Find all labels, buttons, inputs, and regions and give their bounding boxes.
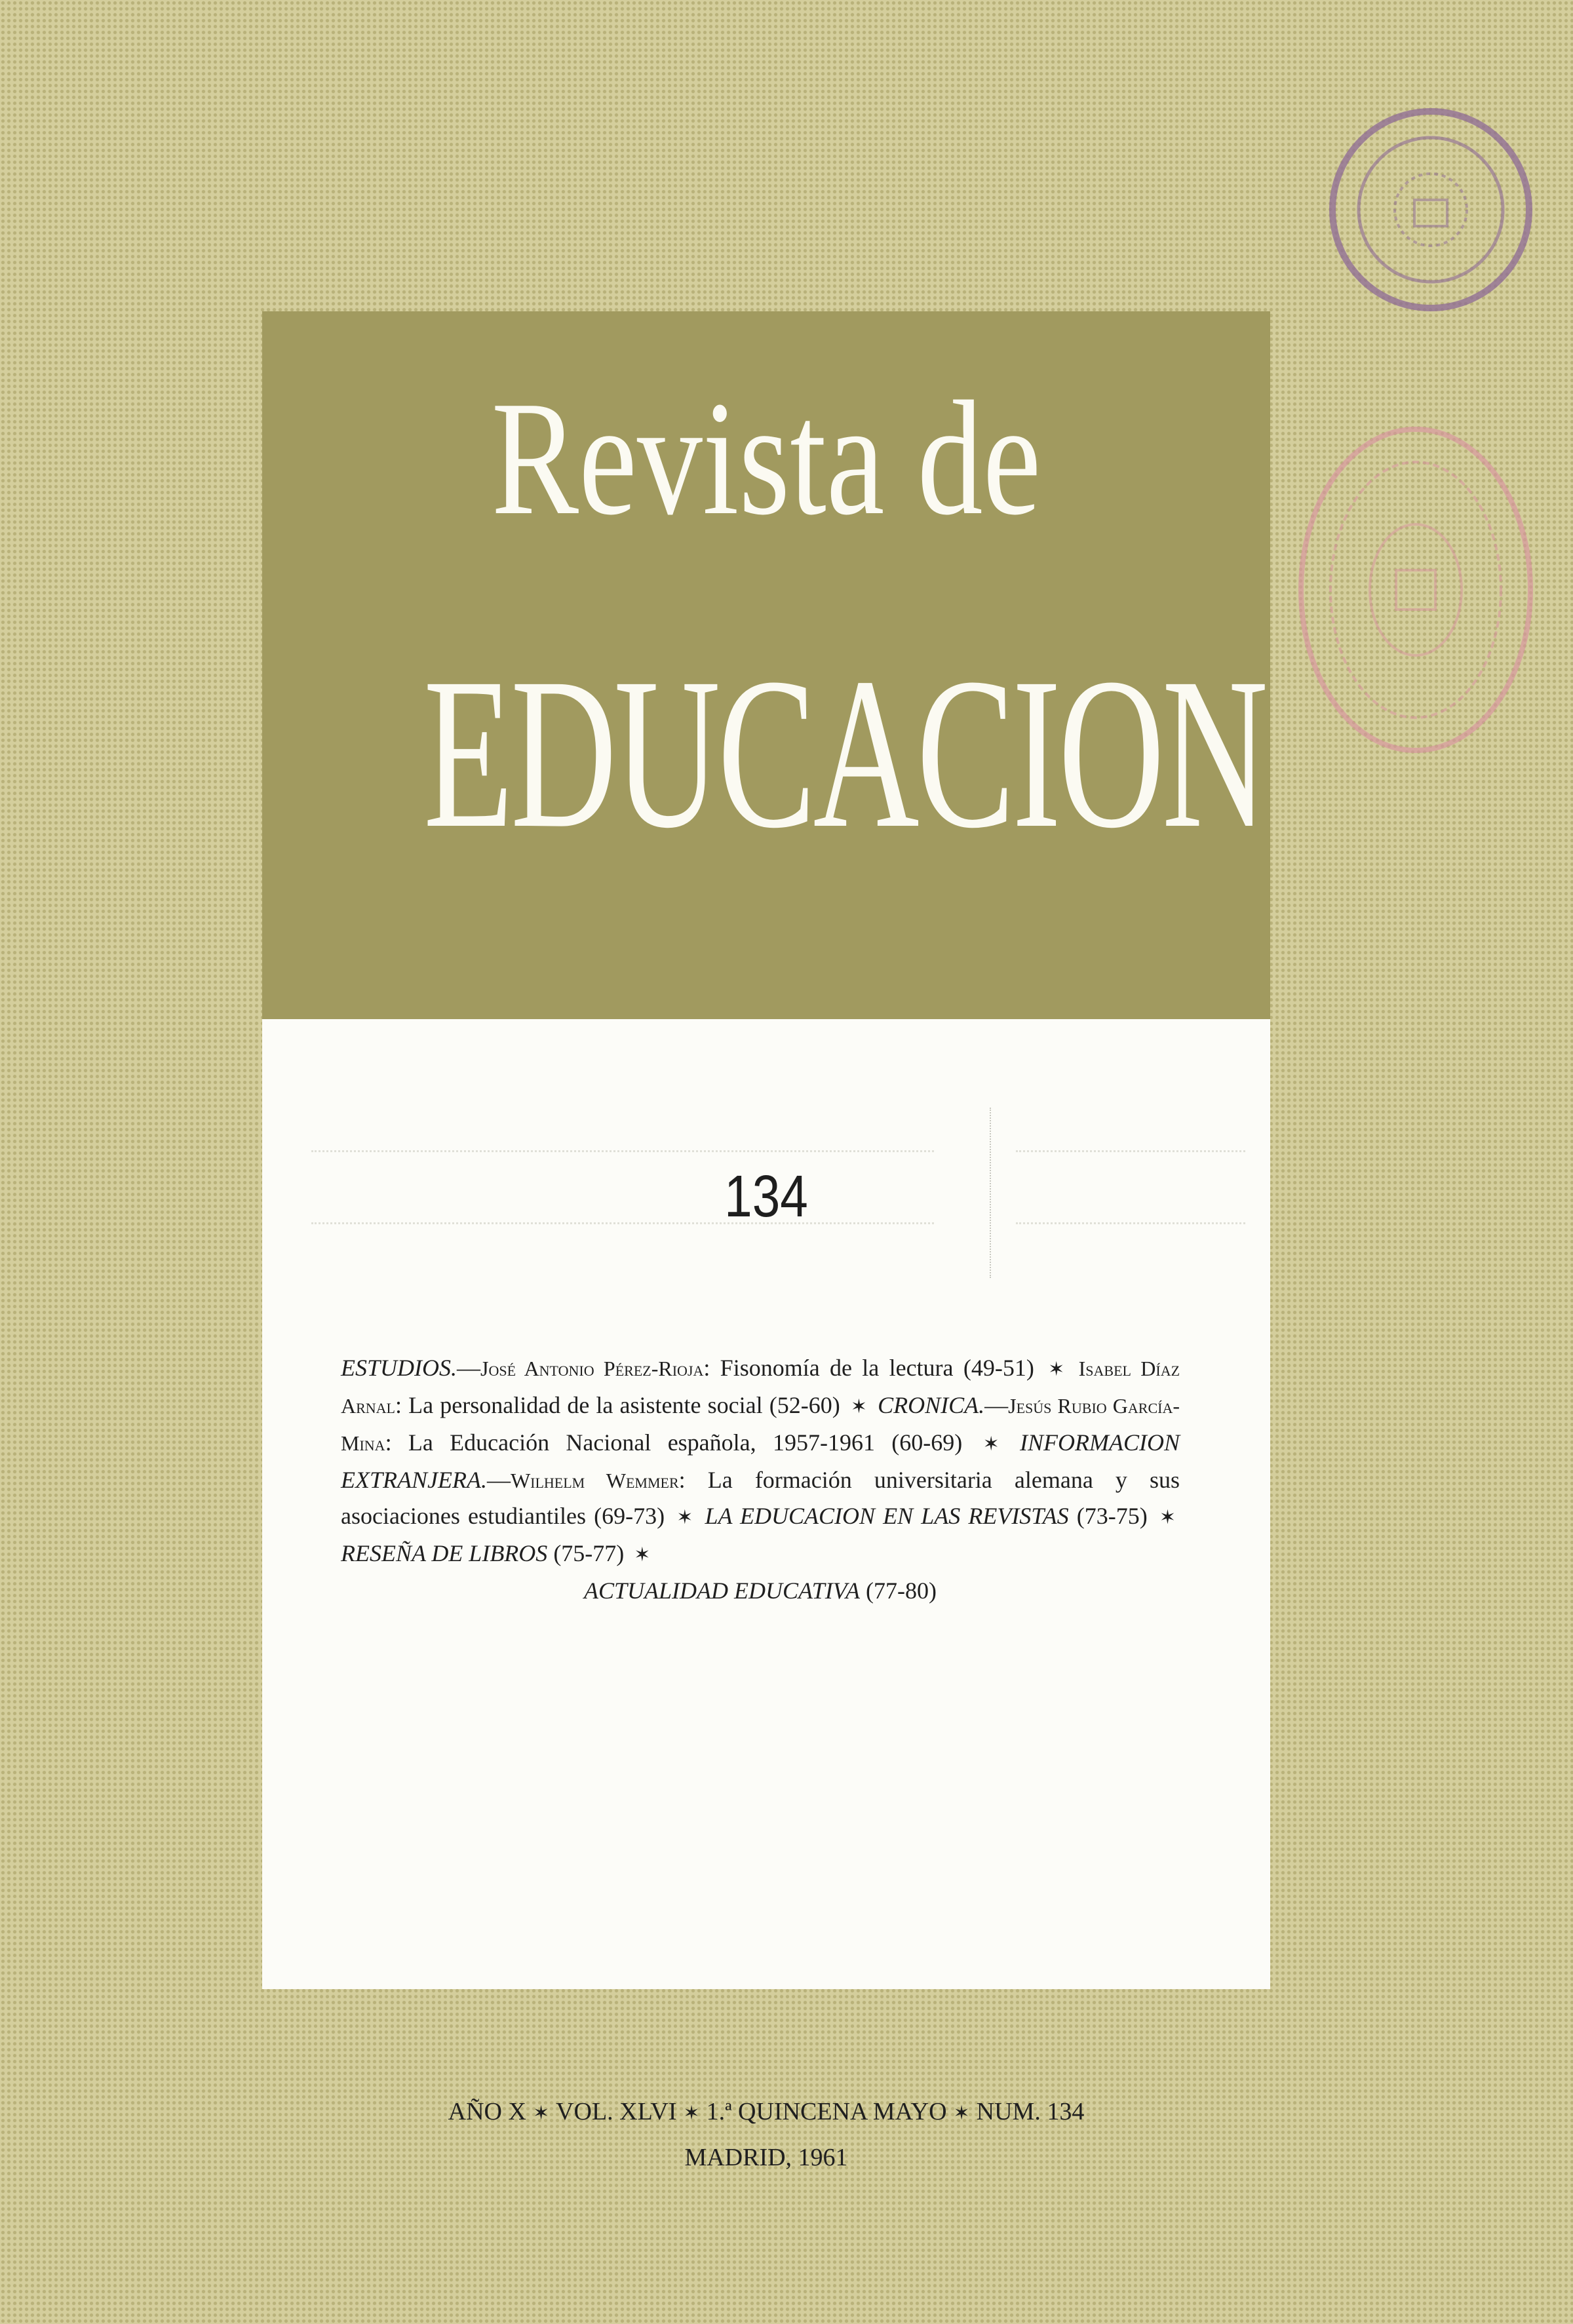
section-pages: (73-75) <box>1068 1503 1148 1529</box>
section-pages: (75-77) <box>547 1540 625 1566</box>
title-revista-de: Revista de <box>491 368 1041 549</box>
issue-number-label: NUM. 134 <box>976 2098 1085 2125</box>
issue-fortnight: 1.ª QUINCENA MAYO <box>706 2098 947 2125</box>
show-through-line <box>311 1150 934 1152</box>
contents-panel <box>262 1019 1270 2171</box>
dash: — <box>457 1355 480 1381</box>
star-separator: ✶ <box>850 1396 867 1418</box>
show-through-line <box>1016 1150 1245 1152</box>
section-cronica: CRONICA. <box>878 1392 985 1418</box>
author-diaz-arnal: Isabel Díaz Arnal <box>341 1357 1180 1418</box>
cover-panel <box>262 311 1270 2171</box>
library-stamp-violet <box>1323 102 1539 318</box>
dash: — <box>486 1467 511 1493</box>
title-block <box>262 311 1270 1019</box>
star-separator: ✶ <box>1159 1507 1176 1528</box>
star-separator: ✶ <box>676 1507 693 1528</box>
dash: — <box>984 1392 1009 1418</box>
article-title: : Fisonomía de la lectura (49-51) <box>703 1355 1034 1381</box>
section-informacion-extranjera: INFORMACION EXTRANJERA. <box>341 1429 1180 1493</box>
author-rubio-garcia-mina: Jesús Rubio García-Mina <box>341 1394 1180 1455</box>
article-title: : La personalidad de la asistente social (52-60) <box>395 1392 840 1418</box>
issue-volume: VOL. XLVI <box>556 2098 677 2125</box>
article-title: : La formación universitaria alemana y sus asociaciones estudiantiles (69-73) <box>341 1467 1180 1529</box>
star-separator: ✶ <box>953 2102 970 2124</box>
library-stamp-pink <box>1291 419 1540 760</box>
place-date: MADRID, 1961 <box>684 2144 848 2171</box>
table-of-contents <box>341 1350 1180 1608</box>
last-contents-line <box>341 1573 1180 1608</box>
issue-year: AÑO X <box>448 2098 526 2125</box>
section-actualidad-educativa: ACTUALIDAD EDUCATIVA <box>584 1578 860 1604</box>
title-educacion: EDUCACION <box>423 634 1266 873</box>
section-educacion-en-las-revistas: LA EDUCACION EN LAS REVISTAS <box>705 1503 1069 1529</box>
star-separator: ✶ <box>683 2102 700 2124</box>
star-separator: ✶ <box>1048 1359 1065 1380</box>
star-separator: ✶ <box>982 1433 1000 1455</box>
star-separator: ✶ <box>634 1544 651 1566</box>
issue-number: 134 <box>724 1164 808 1230</box>
author-perez-rioja: José Antonio Pérez-Rioja <box>480 1357 704 1380</box>
star-separator: ✶ <box>532 2102 550 2124</box>
issue-details-line <box>262 2097 1270 2126</box>
section-pages: (77-80) <box>860 1578 937 1604</box>
section-estudios: ESTUDIOS. <box>341 1355 457 1381</box>
section-resena-de-libros: RESEÑA DE LIBROS <box>341 1540 548 1566</box>
article-title: : La Educación Nacional española, 1957-1961 (60-69) <box>385 1429 963 1456</box>
author-wemmer: Wilhelm Wemmer <box>510 1469 679 1492</box>
